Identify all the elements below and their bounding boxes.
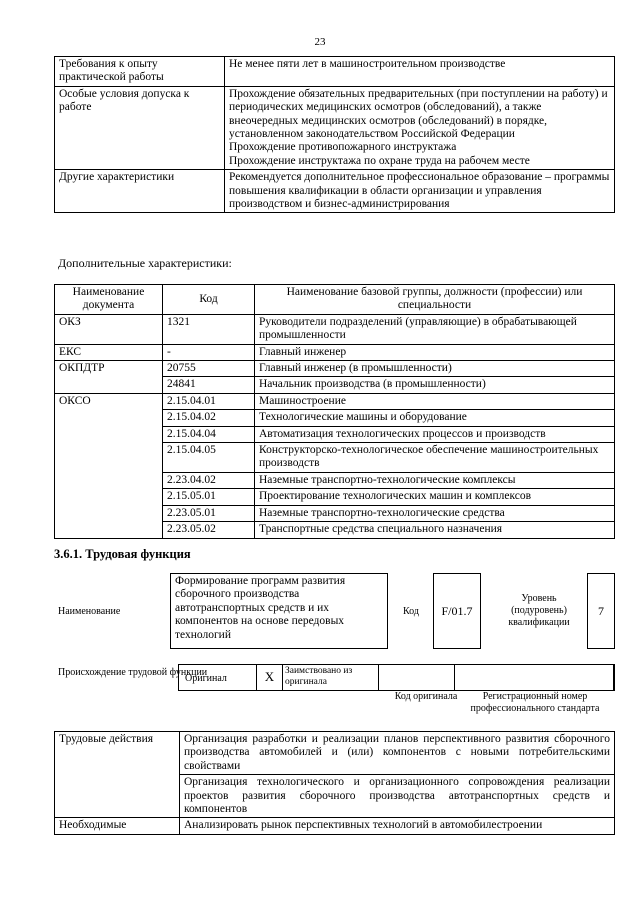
requirements-row xyxy=(55,57,615,87)
name-cell: Наземные транспортно-технологические комплексы xyxy=(255,472,615,488)
requirement-label: Особые условия допуска к работе xyxy=(55,86,225,169)
requirement-value: Прохождение обязательных предварительных (при поступлении на работу) и периодических медицинских осмотров (обследований), а также внеочередных медицинских осмотров (обследований) в порядке, установленном законодательством Российской Федерации Прохождение противопожарного инструктажа Прохождение инструктажа по охране труда на рабочем месте xyxy=(225,86,615,169)
requirement-value: Рекомендуется дополнительное профессиональное образование – программы повышения квалификации в области организации и управления производством и бизнес-администрирования xyxy=(225,170,615,213)
origin-code-cell xyxy=(379,665,455,690)
name-cell: Проектирование технологических машин и комплексов xyxy=(255,489,615,505)
section-title: 3.6.1. Трудовая функция xyxy=(54,547,191,561)
name-cell: Руководители подразделений (управляющие) в обрабатывающей промышленности xyxy=(255,314,615,344)
document-cell: ОКПДТР xyxy=(55,361,163,394)
code-cell: - xyxy=(163,344,255,360)
requirement-value: Не менее пяти лет в машиностроительном производстве xyxy=(225,57,615,87)
code-cell: 1321 xyxy=(163,314,255,344)
origin-label: Происхождение трудовой функции xyxy=(58,667,208,678)
requirements-row xyxy=(55,170,615,213)
document-cell: ОКСО xyxy=(55,393,163,538)
page-number: 23 xyxy=(314,36,326,48)
requirements-table xyxy=(54,56,615,213)
action-group-label: Необходимые xyxy=(55,818,180,834)
name-cell: Технологические машины и оборудование xyxy=(255,410,615,426)
code-cell: 20755 xyxy=(163,361,255,377)
name-cell: Главный инженер xyxy=(255,344,615,360)
action-item: Анализировать рынок перспективных технологий в автомобилестроении xyxy=(180,818,615,834)
table-row xyxy=(55,393,615,409)
extra-characteristics-label: Дополнительные характеристики: xyxy=(58,256,232,270)
labor-actions-table xyxy=(54,731,615,835)
code-cell: 2.15.04.04 xyxy=(163,426,255,442)
table-row xyxy=(55,818,615,834)
table-row xyxy=(55,344,615,360)
header-name: Наименование базовой группы, должности (профессии) или специальности xyxy=(255,285,615,315)
function-code-box: F/01.7 xyxy=(433,573,481,649)
function-name-label: Наименование xyxy=(58,606,121,617)
extra-characteristics-table xyxy=(54,284,615,539)
function-name-box: Формирование программ развития сборочного производства автотранспортных средств и их компонентов на основе передовых технологий xyxy=(170,573,388,649)
document-cell: ОКЗ xyxy=(55,314,163,344)
name-cell: Конструкторско-технологическое обеспечение машиностроительных производств xyxy=(255,443,615,473)
code-cell: 2.15.04.05 xyxy=(163,443,255,473)
code-cell: 2.23.05.02 xyxy=(163,522,255,538)
code-cell: 2.15.04.01 xyxy=(163,393,255,409)
origin-original-cell: Оригинал xyxy=(179,665,257,690)
reg-number-caption: Регистрационный номер профессионального стандарта xyxy=(470,691,600,714)
requirements-row xyxy=(55,86,615,169)
origin-box xyxy=(178,664,615,691)
code-cell: 24841 xyxy=(163,377,255,393)
code-original-caption: Код оригинала xyxy=(394,691,458,702)
qualification-level-box: 7 xyxy=(587,573,615,649)
action-item: Организация разработки и реализации планов перспективного развития сборочного производства автомобилей и (или) компонентов с новыми потребительскими свойствами xyxy=(180,732,615,775)
name-cell: Начальник производства (в промышленности) xyxy=(255,377,615,393)
name-cell: Главный инженер (в промышленности) xyxy=(255,361,615,377)
origin-borrowed-cell: Заимствовано из оригинала xyxy=(283,665,379,690)
qualification-level-label: Уровень (подуровень) квалификации xyxy=(508,593,570,628)
table-row xyxy=(55,732,615,775)
action-item: Организация технологического и организационного сопровождения реализации проектов развития сборочного производства автотранспортных средств и компонентов xyxy=(180,775,615,818)
name-cell: Машиностроение xyxy=(255,393,615,409)
table-row xyxy=(55,314,615,344)
origin-mark-cell: X xyxy=(257,665,283,690)
code-cell: 2.23.05.01 xyxy=(163,505,255,521)
name-cell: Автоматизация технологических процессов и производств xyxy=(255,426,615,442)
code-cell: 2.23.04.02 xyxy=(163,472,255,488)
code-cell: 2.15.05.01 xyxy=(163,489,255,505)
table-row xyxy=(55,361,615,377)
name-cell: Наземные транспортно-технологические средства xyxy=(255,505,615,521)
requirement-label: Другие характеристики xyxy=(55,170,225,213)
requirement-label: Требования к опыту практической работы xyxy=(55,57,225,87)
header-code: Код xyxy=(163,285,255,315)
function-code-label: Код xyxy=(403,606,419,617)
header-document: Наименование документа xyxy=(55,285,163,315)
origin-reg-number-cell xyxy=(455,665,614,690)
name-cell: Транспортные средства специального назначения xyxy=(255,522,615,538)
code-cell: 2.15.04.02 xyxy=(163,410,255,426)
action-group-label: Трудовые действия xyxy=(55,732,180,818)
document-cell: ЕКС xyxy=(55,344,163,360)
